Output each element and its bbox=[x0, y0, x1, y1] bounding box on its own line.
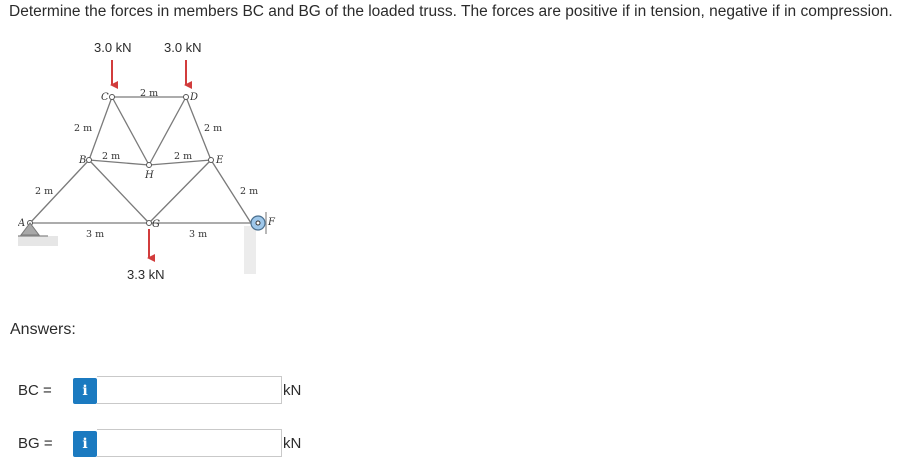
answer-input-bg[interactable] bbox=[97, 429, 282, 457]
dim-label-he: 2 m bbox=[174, 151, 193, 162]
joint-label-f: F bbox=[268, 217, 275, 228]
joint-label-e: E bbox=[216, 155, 224, 166]
unit-label-bc: kN bbox=[283, 382, 302, 399]
info-icon[interactable]: i bbox=[73, 378, 97, 404]
joint-b bbox=[87, 158, 92, 163]
truss-figure bbox=[18, 36, 288, 286]
support-f-wall bbox=[244, 226, 256, 274]
truss-diagram bbox=[18, 36, 288, 286]
joint-label-c: C bbox=[101, 92, 109, 103]
joint-g bbox=[147, 221, 152, 226]
load-label-d: 3.0 kN bbox=[164, 40, 202, 55]
dim-label-ab: 2 m bbox=[35, 186, 54, 197]
load-label-c: 3.0 kN bbox=[94, 40, 132, 55]
joint-label-d: D bbox=[190, 92, 199, 103]
dim-label-ef: 2 m bbox=[240, 186, 259, 197]
joint-label-g: G bbox=[152, 219, 160, 230]
dim-label-gf: 3 m bbox=[189, 229, 208, 240]
joint-c bbox=[110, 95, 115, 100]
member-bg bbox=[89, 160, 149, 223]
joint-label-b: B bbox=[79, 155, 87, 166]
dim-label-bc: 2 m bbox=[74, 123, 93, 134]
answer-input-bc[interactable] bbox=[97, 376, 282, 404]
answer-label-bg: BG = bbox=[18, 435, 53, 452]
joint-label-a: A bbox=[18, 218, 26, 229]
unit-label-bg: kN bbox=[283, 435, 302, 452]
dim-label-bh: 2 m bbox=[102, 151, 121, 162]
joint-e bbox=[209, 158, 214, 163]
info-icon[interactable]: i bbox=[73, 431, 97, 457]
answer-label-bc: BC = bbox=[18, 382, 52, 399]
dim-label-cd: 2 m bbox=[140, 88, 159, 99]
dim-label-de: 2 m bbox=[204, 123, 223, 134]
member-eg bbox=[149, 160, 211, 223]
joint-label-h: H bbox=[145, 170, 154, 181]
answers-heading: Answers: bbox=[10, 321, 76, 338]
joint-h bbox=[147, 163, 152, 168]
support-a-ground bbox=[18, 236, 58, 246]
dim-label-ag: 3 m bbox=[86, 229, 105, 240]
joint-d bbox=[184, 95, 189, 100]
load-label-g: 3.3 kN bbox=[127, 267, 165, 282]
question-text: Determine the forces in members BC and BG of the loaded truss. The forces are positive if in tension, negative if in compression. bbox=[9, 3, 893, 20]
